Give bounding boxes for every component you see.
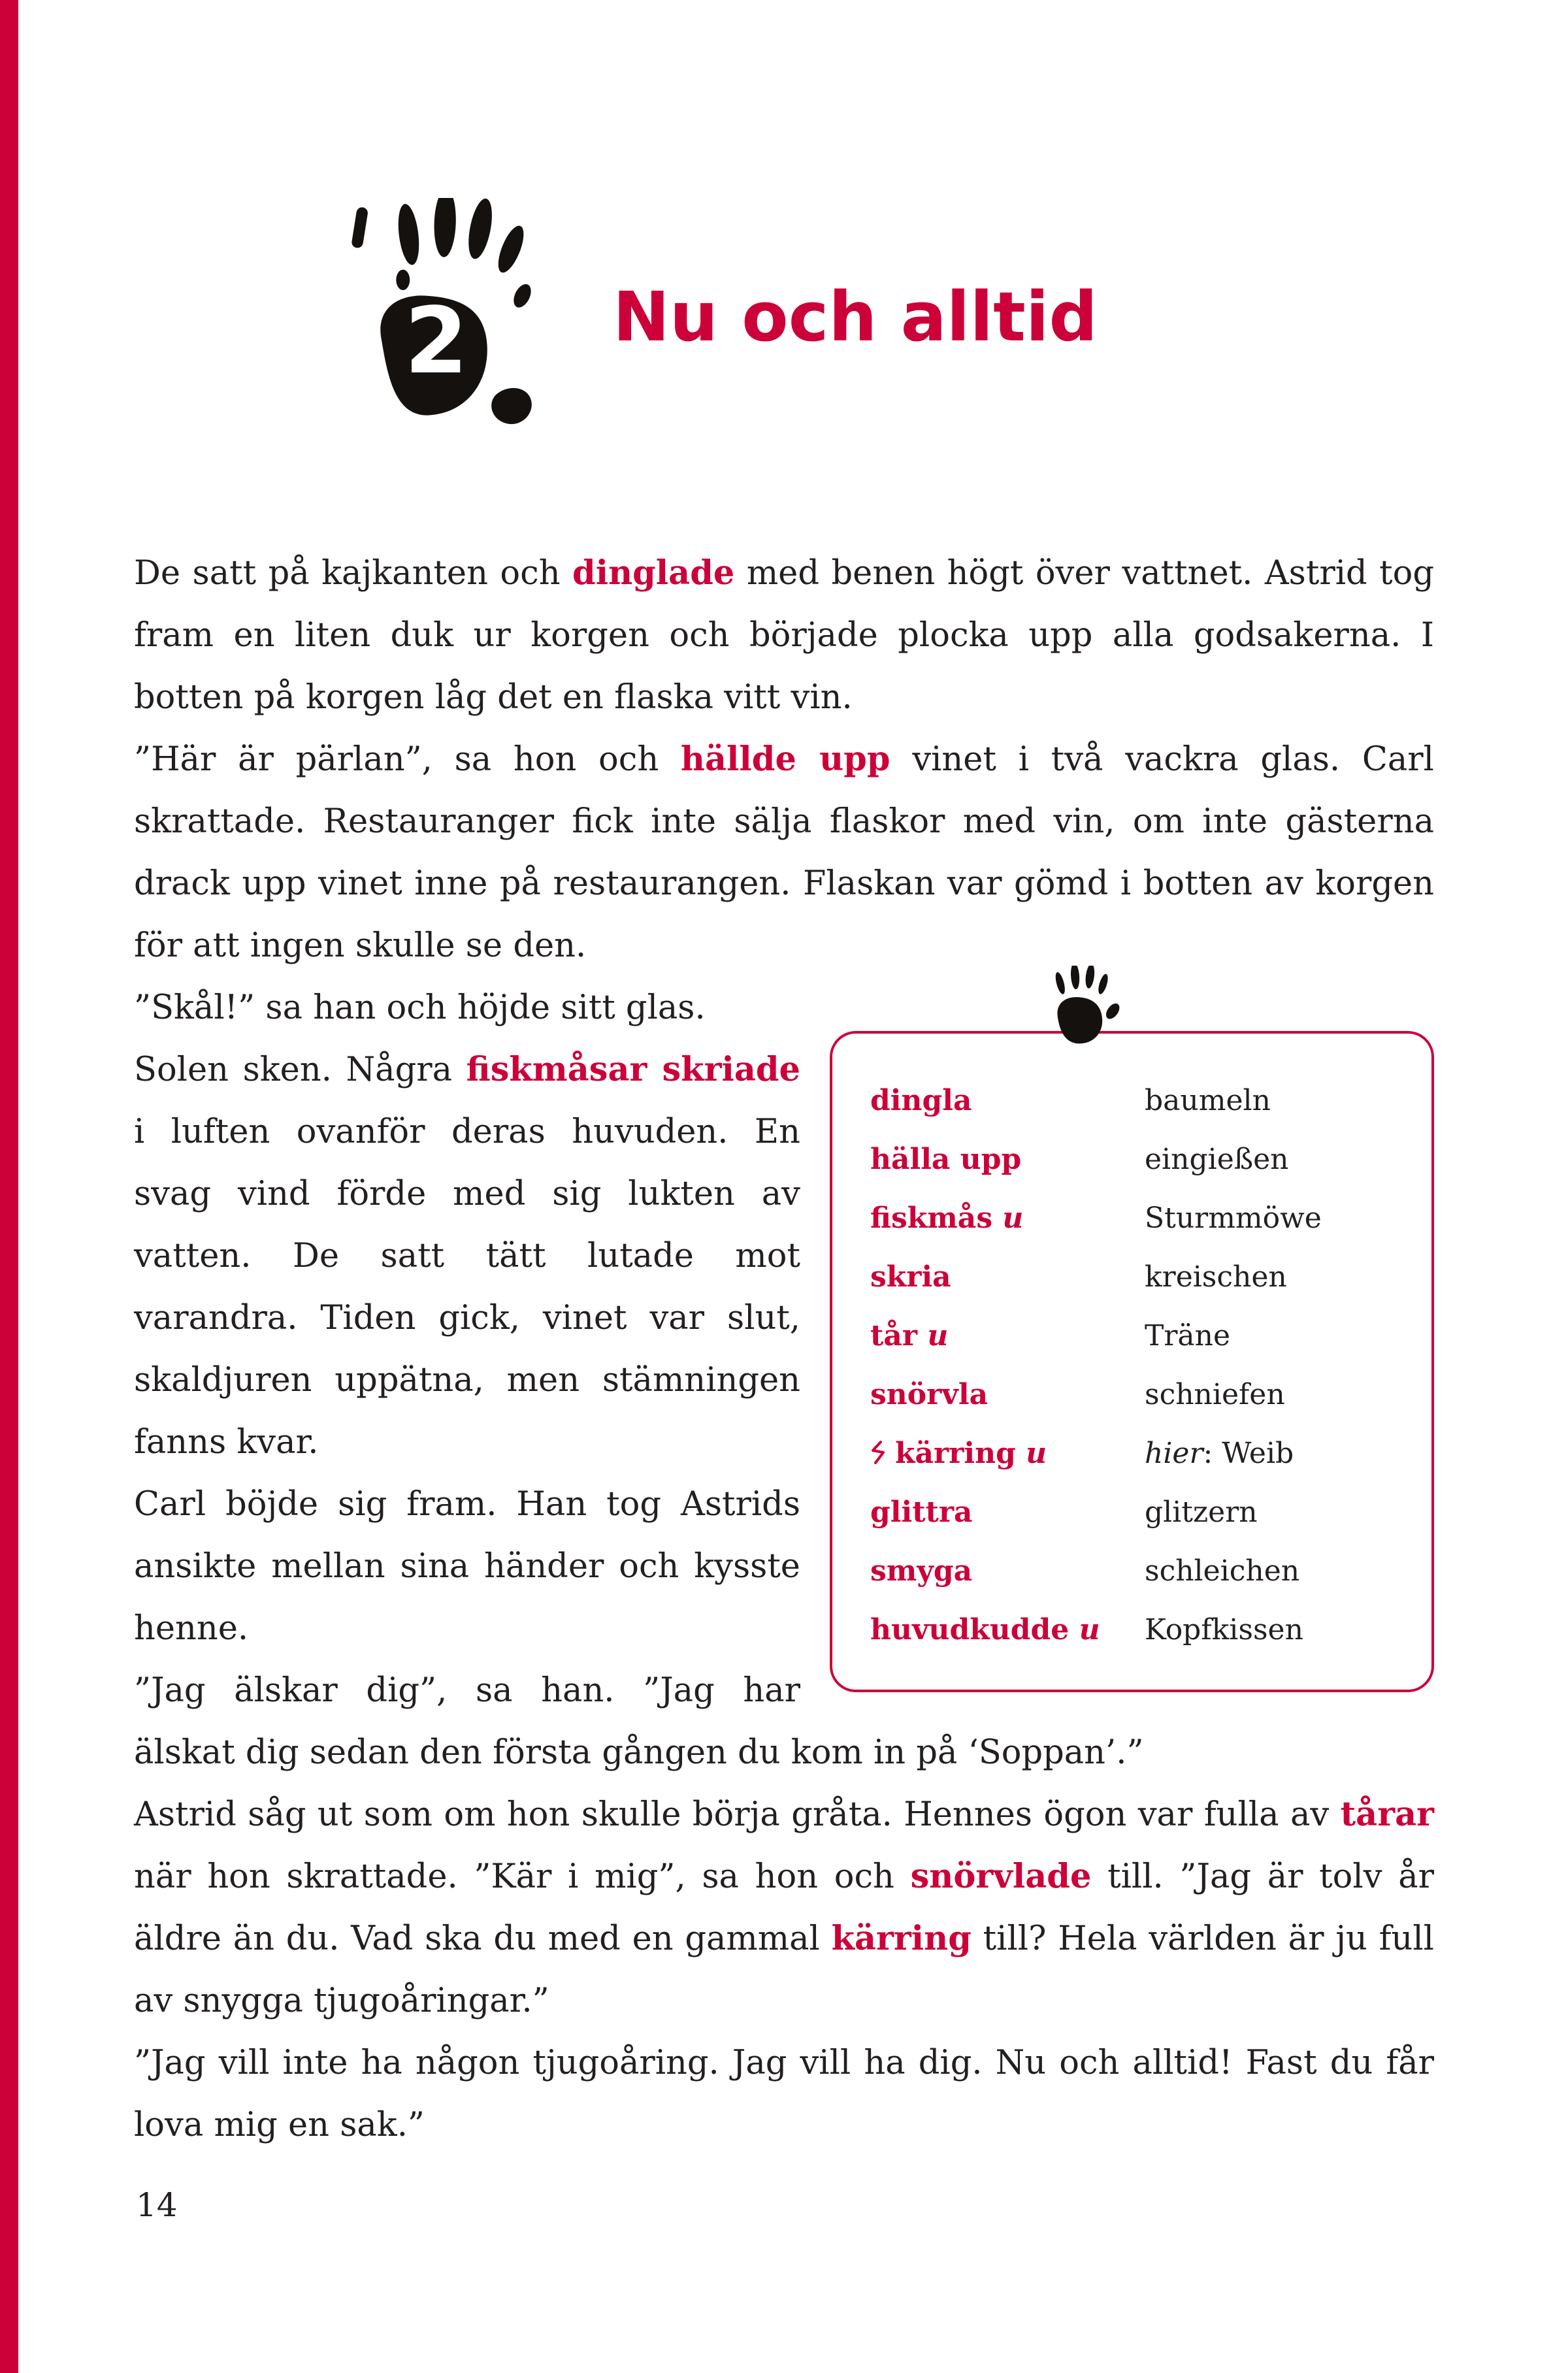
text-run: vinet i två vackra glas. Carl skrattade. Restauranger fick inte sälja flaskor med vin, om inte gästerna drack upp vinet inne på restaurangen. Flaskan var gömd i botten av korgen för att ingen skulle se den. [134, 740, 1434, 965]
vocab-translation: hier: Weib [1145, 1437, 1294, 1470]
vocab-row [870, 1483, 1407, 1542]
vocab-list [870, 1072, 1407, 1660]
handprint-chapter-icon [350, 198, 577, 453]
vocab-card [830, 1031, 1434, 1692]
vocab-term: kärring u [870, 1424, 1145, 1483]
text-run: ”Jag vill inte ha någon tjugoåring. Jag vill ha dig. Nu och alltid! Fast du får lova mig en sak.” [134, 2044, 1434, 2144]
vocab-term: snörvla [870, 1378, 988, 1411]
vocab-term: smyga [870, 1554, 973, 1588]
vocab-highlight: tårar [1340, 1795, 1434, 1834]
vocab-translation: Kopfkissen [1145, 1613, 1303, 1646]
paragraph [134, 2032, 1434, 2156]
text-run: till. ”Jag är tolv år äldre än du. Vad ska du med en gammal [134, 1857, 1434, 1958]
chapter-header [350, 196, 1434, 454]
vocab-row [870, 1601, 1407, 1660]
vocabulary-box [830, 1031, 1434, 1692]
text-run: i luften ovanför deras huvuden. En svag vind förde med sig lukten av vatten. De satt tätt lutade mot varandra. Tiden gick, vinet var slut, skaldjuren uppätna, men stämningen fanns kvar. [134, 1113, 800, 1462]
text-run: när hon skrattade. ”Kär i mig”, sa hon och [134, 1857, 911, 1896]
vocab-term: glittra [870, 1496, 973, 1529]
paragraph [134, 542, 1434, 728]
text-run: ”Skål!” sa han och höjde sitt glas. [134, 989, 706, 1027]
vocab-term: skria [870, 1260, 951, 1294]
page-number: 14 [136, 2186, 178, 2224]
vocab-translation: Träne [1145, 1319, 1230, 1352]
vocab-row [870, 1072, 1407, 1130]
text-run: Carl böjde sig fram. Han tog Astrids ansikte mellan sina händer och kysste henne. [134, 1485, 800, 1648]
vocab-row [870, 1130, 1407, 1189]
vocab-row [870, 1424, 1407, 1483]
vocab-term: fiskmås u [870, 1202, 1024, 1235]
paragraph [134, 977, 1434, 1039]
vocab-row [870, 1366, 1407, 1424]
paragraph [134, 1784, 1434, 2032]
vocab-highlight: kärring [831, 1919, 972, 1958]
vocab-highlight: snörvlade [910, 1857, 1092, 1896]
chapter-number: 2 [404, 287, 468, 395]
vocab-translation: Sturmmöwe [1145, 1202, 1322, 1235]
story-text [134, 542, 1434, 2156]
vocab-term: tår u [870, 1319, 949, 1352]
text-run: Solen sken. Några [134, 1051, 466, 1089]
vocab-row [870, 1542, 1407, 1601]
vocab-term: hälla upp [870, 1143, 1022, 1176]
text-run: ”Här är pärlan”, sa hon och [134, 740, 681, 779]
vocab-row [870, 1189, 1407, 1248]
vocab-highlight: dinglade [572, 553, 735, 593]
text-run: De satt på kajkanten och [134, 554, 573, 593]
text-run: till? Hela världen är ju full av snygga tjugoåringar.” [134, 1920, 1434, 2020]
vocab-translation: glitzern [1145, 1496, 1258, 1529]
text-run: med benen högt över vattnet. Astrid tog fram en liten duk ur korgen och började plocka upp alla godsakerna. I botten på korgen låg det en flaska vitt vin. [134, 554, 1435, 717]
vocab-row [870, 1248, 1407, 1307]
chapter-title: Nu och alltid [613, 276, 1098, 357]
vocab-highlight: fiskmåsar skriade [466, 1050, 800, 1089]
paragraph [134, 728, 1434, 977]
vocab-term: dingla [870, 1084, 972, 1117]
vocab-translation: eingießen [1145, 1143, 1289, 1176]
vocab-translation: baumeln [1145, 1084, 1271, 1117]
vocab-translation: kreischen [1145, 1260, 1287, 1294]
vocab-highlight: hällde upp [680, 740, 890, 779]
text-run: ”Jag älskar dig”, sa han. ”Jag har älskat dig sedan den första gången du kom in på ‘Soppan’.” [134, 1671, 1144, 1772]
vocab-translation: schniefen [1145, 1378, 1285, 1411]
vocab-term: huvudkudde u [870, 1613, 1100, 1646]
colloquial-warning-icon [870, 1441, 887, 1464]
text-run: Astrid såg ut som om hon skulle börja gråta. Hennes ögon var fulla av [134, 1795, 1341, 1834]
vocab-row [870, 1307, 1407, 1366]
handprint-icon [1037, 966, 1135, 1053]
vocab-translation: schleichen [1145, 1554, 1300, 1588]
